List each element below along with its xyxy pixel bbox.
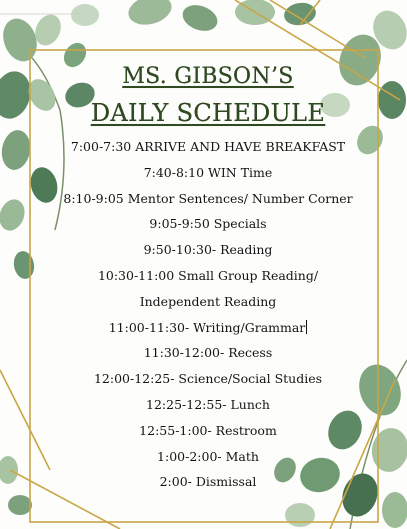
schedule-item: 7:00-7:30 ARRIVE AND HAVE BREAKFAST — [70, 139, 346, 154]
schedule-item: 12:25-12:55- Lunch — [146, 396, 270, 412]
title-line-2: DAILY SCHEDULE — [90, 99, 326, 127]
schedule-item: 9:05-9:50 Specials — [149, 216, 267, 232]
schedule-item: 8:10-9:05 Mentor Sentences/ Number Corner — [63, 190, 353, 206]
schedule-item: 11:30-12:00- Recess — [143, 345, 273, 361]
schedule-item: 7:40-8:10 WIN Time — [143, 164, 273, 180]
schedule-item-with-caret[interactable] — [38, 315, 378, 341]
schedule-item-text[interactable]: 11:00-11:30- Writing/Grammar — [108, 319, 306, 335]
text-caret — [306, 320, 307, 334]
schedule-item: 2:00- Dismissal — [159, 474, 257, 490]
schedule-item: 1:00-2:00- Math — [157, 448, 259, 464]
schedule-item: 12:55-1:00- Restroom — [139, 422, 277, 438]
schedule-list — [38, 134, 378, 495]
leaf-cluster-bottom-left — [0, 456, 32, 515]
title-line-1: MS. GIBSON’S — [122, 64, 294, 89]
schedule-item: 10:30-11:00 Small Group Reading/ — [97, 267, 319, 283]
schedule-item: Independent Reading — [139, 293, 277, 309]
schedule-content — [38, 56, 378, 495]
schedule-item: 12:00-12:25- Science/Social Studies — [93, 371, 323, 387]
schedule-item: 9:50-10:30- Reading — [143, 242, 273, 258]
